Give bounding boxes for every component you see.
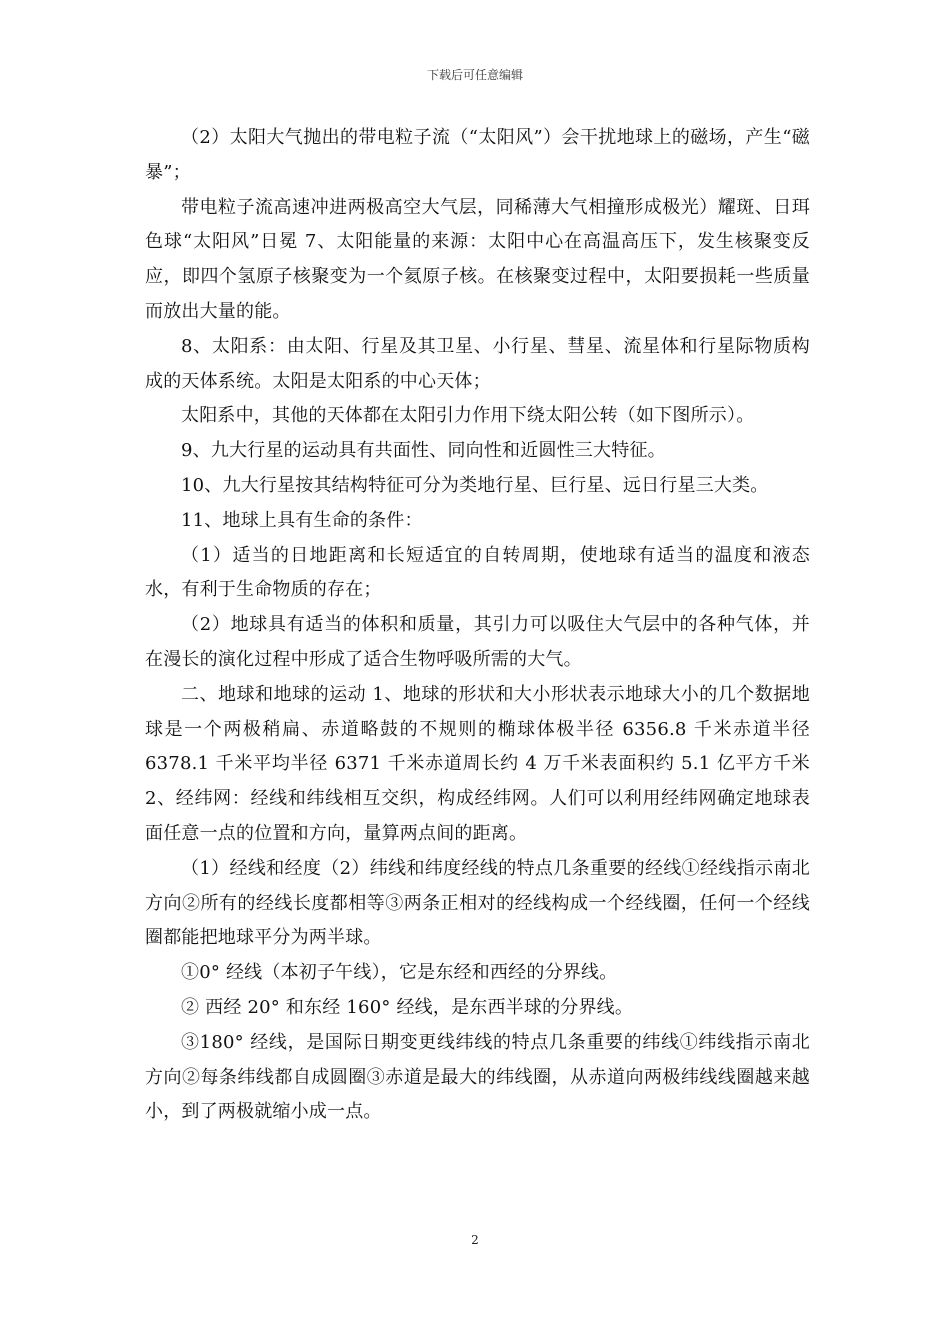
document-body bbox=[145, 121, 810, 1130]
paragraph-solar-system: 8、太阳系：由太阳、行星及其卫星、小行星、彗星、流星体和行星际物质构成的天体系统。太阳是太阳系的中心天体； bbox=[145, 335, 810, 392]
paragraph-orbit: 太阳系中，其他的天体都在太阳引力作用下绕太阳公转（如下图所示）。 bbox=[181, 405, 755, 427]
paragraph-planet-types: 10、九大行星按其结构特征可分为类地行星、巨行星、远日行星三大类。 bbox=[181, 474, 769, 496]
paragraph-condition-1: （1）适当的日地距离和长短适宜的自转周期，使地球有适当的温度和液态水，有利于生命物质的存在； bbox=[145, 544, 810, 601]
paragraph-planet-motion: 9、九大行星的运动具有共面性、同向性和近圆性三大特征。 bbox=[181, 440, 666, 462]
paragraph-solar-wind: （2）太阳大气抛出的带电粒子流（“太阳风”）会干扰地球上的磁场，产生“磁暴”； bbox=[145, 127, 810, 183]
paragraph-prime-meridian: ①0° 经线（本初子午线），它是东经和西经的分界线。 bbox=[181, 962, 618, 984]
paragraph-aurora-solar-energy: 带电粒子流高速冲进两极高空大气层，同稀薄大气相撞形成极光）耀斑、日珥色球“太阳风”日冕 7、太阳能量的来源：太阳中心在高温高压下，发生核聚变反应，即四个氢原子核聚变为一个氦原子核。在核聚变过程中，太阳要损耗一些质量而放出大量的能。 bbox=[145, 196, 810, 322]
paragraph-condition-2: （2）地球具有适当的体积和质量，其引力可以吸住大气层中的各种气体，并在漫长的演化过程中形成了适合生物呼吸所需的大气。 bbox=[145, 614, 810, 670]
page-number: 2 bbox=[471, 1233, 479, 1247]
paragraph-date-line: ③180° 经线，是国际日期变更线纬线的特点几条重要的纬线①纬线指示南北方向②每条纬线都自成圆圈③赤道是最大的纬线圈，从赤道向两极纬线线圈越来越小，到了两极就缩小成一点。 bbox=[145, 1031, 810, 1123]
paragraph-life-conditions: 11、地球上具有生命的条件： bbox=[181, 509, 423, 531]
paragraph-hemisphere-boundary: ② 西经 20° 和东经 160° 经线，是东西半球的分界线。 bbox=[181, 996, 634, 1018]
paragraph-earth-shape: 二、地球和地球的运动 1、地球的形状和大小形状表示地球大小的几个数据地球是一个两极稍扁、赤道略鼓的不规则的椭球体极半径 6356.8 千米赤道半径 6378.1 千米平均半径 6371 千米赤道周长约 4 万千米表面积约 5.1 亿平方千米 2、经纬网：经线和纬线相互交织，构成经纬网。人们可以利用经纬网确定地球表面任意一点的位置和方向，量算两点间的距离。 bbox=[145, 683, 810, 844]
page-header: 下载后可任意编辑 bbox=[426, 68, 523, 82]
paragraph-meridians: （1）经线和经度（2）纬线和纬度经线的特点几条重要的经线①经线指示南北方向②所有的经线长度都相等③两条正相对的经线构成一个经线圈，任何一个经线圈都能把地球平分为两半球。 bbox=[145, 857, 810, 949]
